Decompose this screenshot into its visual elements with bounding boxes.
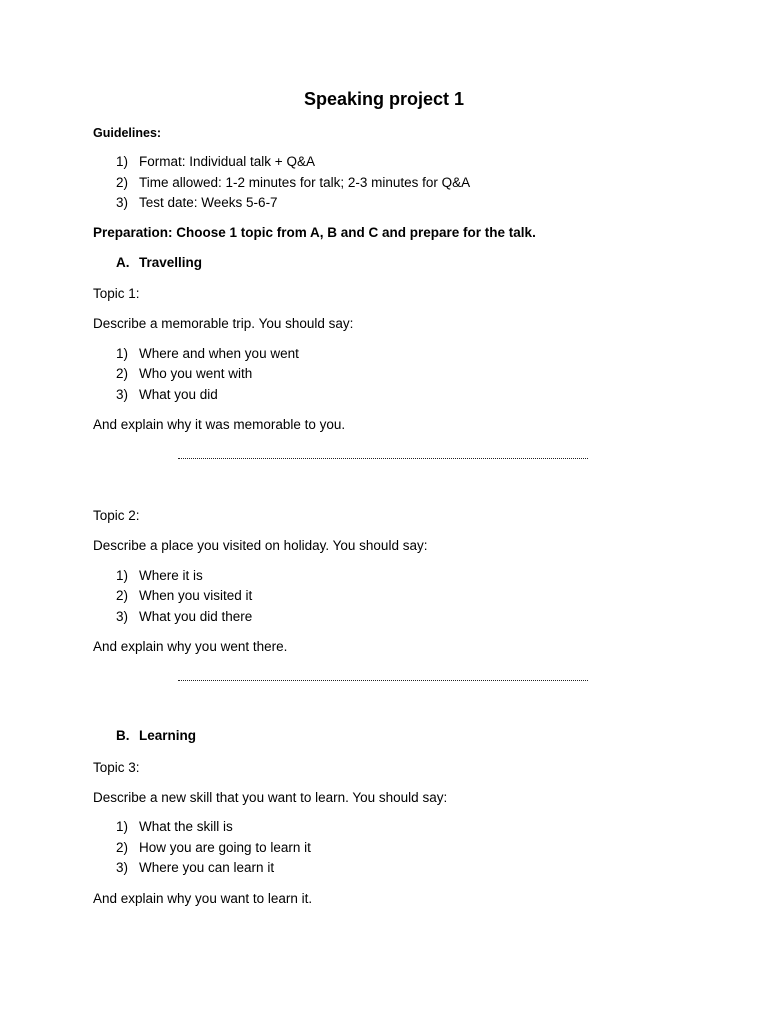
topic-label: Topic 3: <box>93 760 140 775</box>
section-letter: A. <box>116 255 130 270</box>
list-item: Where and when you went <box>139 346 299 361</box>
list-number: 1) <box>116 154 129 169</box>
list-item: Time allowed: 1-2 minutes for talk; 2-3 minutes for Q&A <box>139 175 471 190</box>
topic-label: Topic 1: <box>93 286 140 301</box>
topic-prompt: Describe a new skill that you want to learn. You should say: <box>93 790 448 805</box>
list-item: What the skill is <box>139 819 233 834</box>
topic-closing: And explain why you want to learn it. <box>93 891 313 906</box>
section-heading: Travelling <box>139 255 203 270</box>
guidelines-heading: Guidelines: <box>93 126 162 140</box>
list-number: 2) <box>116 588 129 603</box>
section-heading: Learning <box>139 728 197 743</box>
list-number: 1) <box>116 819 129 834</box>
list-item: When you visited it <box>139 588 253 603</box>
dotted-separator <box>178 680 588 681</box>
page-title: Speaking project 1 <box>303 89 465 109</box>
list-item: Where it is <box>139 568 203 583</box>
topic-prompt: Describe a memorable trip. You should say: <box>93 316 354 331</box>
dotted-separator <box>178 458 588 459</box>
list-number: 3) <box>116 387 129 402</box>
list-number: 1) <box>116 346 129 361</box>
list-number: 2) <box>116 366 129 381</box>
list-number: 2) <box>116 175 129 190</box>
section-letter: B. <box>116 728 130 743</box>
preparation-text: Preparation: Choose 1 topic from A, B and C and prepare for the talk. <box>93 225 536 240</box>
topic-closing: And explain why you went there. <box>93 639 288 654</box>
list-item: Where you can learn it <box>139 860 275 875</box>
list-item: Who you went with <box>139 366 253 381</box>
list-item: Test date: Weeks 5-6-7 <box>139 195 278 210</box>
list-number: 1) <box>116 568 129 583</box>
list-number: 3) <box>116 195 129 210</box>
list-item: What you did there <box>139 609 253 624</box>
list-number: 2) <box>116 840 129 855</box>
list-item: How you are going to learn it <box>139 840 311 855</box>
list-number: 3) <box>116 860 129 875</box>
list-item: Format: Individual talk + Q&A <box>139 154 315 169</box>
topic-closing: And explain why it was memorable to you. <box>93 417 346 432</box>
topic-prompt: Describe a place you visited on holiday. You should say: <box>93 538 428 553</box>
topic-label: Topic 2: <box>93 508 140 523</box>
list-item: What you did <box>139 387 218 402</box>
list-number: 3) <box>116 609 129 624</box>
